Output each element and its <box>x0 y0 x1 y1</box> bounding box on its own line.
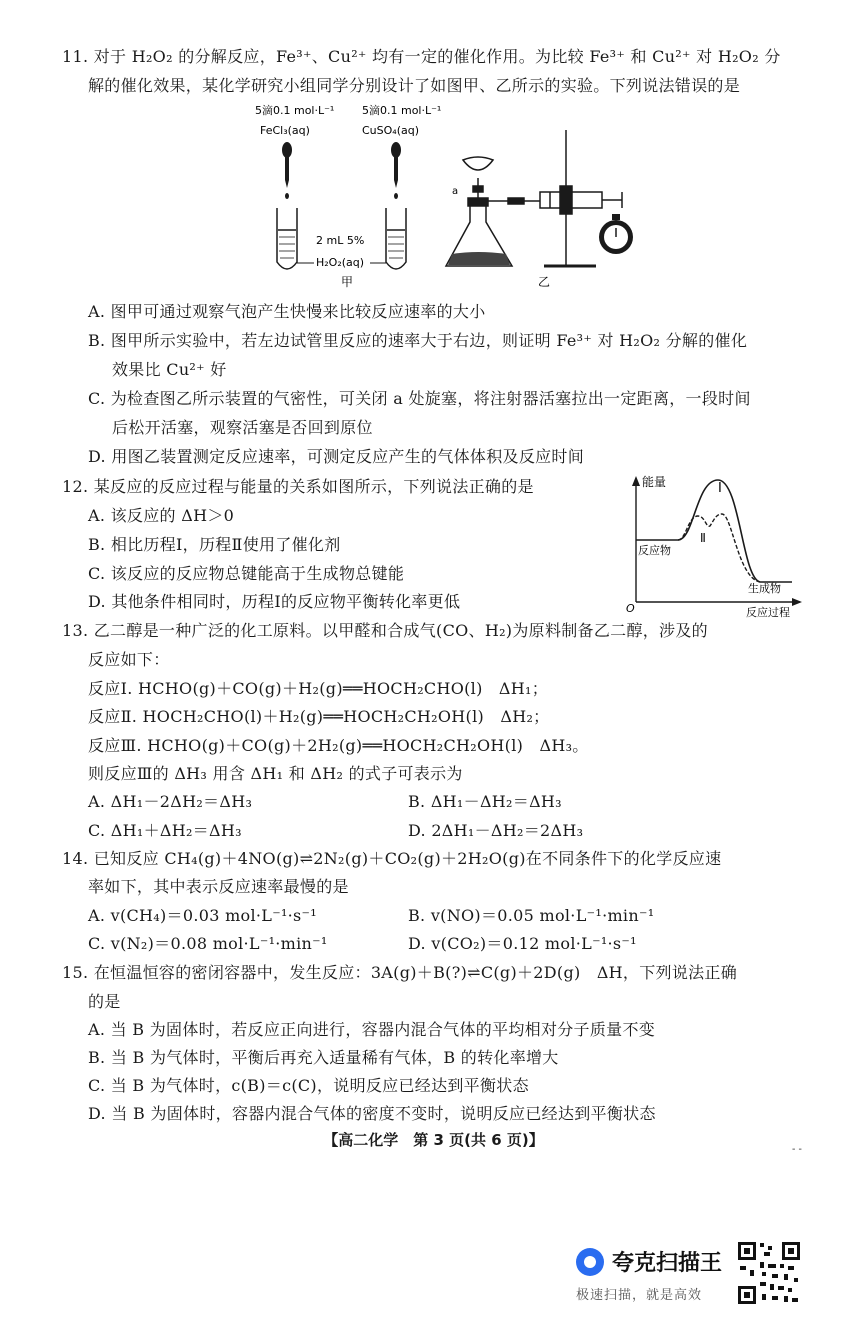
q11-option-c-line-1: C. 为检查图乙所示装置的气密性，可关闭 a 处旋塞，将注射器活塞拉出一定距离，一段时间 <box>88 389 751 408</box>
path-1-label: Ⅰ <box>718 481 722 496</box>
left-test-tube <box>277 208 297 269</box>
q11-option-d: D. 用图乙装置测定反应速率，可测定反应产生的气体体积及反应时间 <box>88 447 585 466</box>
q15-option-b: B. 当 B 为气体时，平衡后再充入适量稀有气体，B 的转化率增大 <box>88 1048 559 1067</box>
q14-option-b: B. v(NO)＝0.05 mol·L⁻¹·min⁻¹ <box>408 906 655 925</box>
q12-option-d: D. 其他条件相同时，历程Ⅰ的反应物平衡转化率更低 <box>88 592 461 611</box>
q13-reaction-2: 反应Ⅱ. HOCH₂CHO(l)＋H₂(g)══HOCH₂CH₂OH(l) ΔH₂； <box>88 707 550 726</box>
path-1-curve <box>636 480 792 582</box>
q12-option-b: B. 相比历程Ⅰ，历程Ⅱ使用了催化剂 <box>88 535 341 554</box>
q14-option-a: A. v(CH₄)＝0.03 mol·L⁻¹·s⁻¹ <box>88 906 318 925</box>
q11-figure <box>250 100 650 292</box>
right-test-tube <box>386 208 406 269</box>
scanner-brand <box>576 1244 728 1306</box>
fig-left-reagent-conc: 5滴0.1 mol·L⁻¹ <box>255 104 335 117</box>
right-dropper <box>391 142 401 199</box>
left-dropper <box>282 142 292 199</box>
path-2-label: Ⅱ <box>700 531 706 545</box>
reactants-label: 反应物 <box>638 544 671 557</box>
q13-ask: 则反应Ⅲ的 ΔH₃ 用含 ΔH₁ 和 ΔH₂ 的式子可表示为 <box>88 764 463 783</box>
flask-apparatus <box>446 130 622 266</box>
q11-option-a: A. 图甲可通过观察气泡产生快慢来比较反应速率的大小 <box>88 302 486 321</box>
stopwatch-icon <box>599 214 633 254</box>
q11-stem-line-2: 解的催化效果，某化学研究小组同学分别设计了如图甲、乙所示的实验。下列说法错误的是 <box>88 76 741 95</box>
fig-solution-name: H₂O₂(aq) <box>316 256 365 269</box>
axis-energy-label: 能量 <box>642 475 667 489</box>
brand-name: 夸克扫描王 <box>612 1251 723 1276</box>
origin-label: O <box>626 602 635 615</box>
q15-option-c: C. 当 B 为气体时，c(B)＝c(C)，说明反应已经达到平衡状态 <box>88 1076 529 1095</box>
q14-stem-line-2: 率如下，其中表示反应速率最慢的是 <box>88 877 349 896</box>
q13-option-d: D. 2ΔH₁－ΔH₂＝2ΔH₃ <box>408 821 584 840</box>
qr-code-icon <box>736 1240 802 1306</box>
fig-label-jia: 甲 <box>341 275 354 289</box>
q13-stem-line-2: 反应如下： <box>88 650 170 669</box>
q11-option-b-line-2: 效果比 Cu²⁺ 好 <box>112 360 227 379</box>
corner-mark: - - <box>792 1144 802 1155</box>
q11-option-c-line-2: 后松开活塞，观察活塞是否回到原位 <box>112 418 373 437</box>
q12-option-c: C. 该反应的反应物总键能高于生成物总键能 <box>88 564 405 583</box>
q14-option-d: D. v(CO₂)＝0.12 mol·L⁻¹·s⁻¹ <box>408 934 637 953</box>
q15-option-d: D. 当 B 为固体时，容器内混合气体的密度不变时，说明反应已经达到平衡状态 <box>88 1104 656 1123</box>
q11-stem-line-1: 11. 对于 H₂O₂ 的分解反应，Fe³⁺、Cu²⁺ 均有一定的催化作用。为比较 Fe³⁺ 和 Cu²⁺ 对 H₂O₂ 分 <box>62 47 781 66</box>
fig-right-reagent-conc: 5滴0.1 mol·L⁻¹ <box>362 104 442 117</box>
q13-reaction-1: 反应Ⅰ. HCHO(g)＋CO(g)＋H₂(g)══HOCH₂CHO(l) ΔH₁； <box>88 679 549 698</box>
q13-reaction-3: 反应Ⅲ. HCHO(g)＋CO(g)＋2H₂(g)══HOCH₂CH₂OH(l) ΔH₃。 <box>88 736 589 755</box>
q13-option-a: A. ΔH₁－2ΔH₂＝ΔH₃ <box>88 792 253 811</box>
q13-option-c: C. ΔH₁＋ΔH₂＝ΔH₃ <box>88 821 242 840</box>
brand-logo-icon <box>576 1248 604 1276</box>
q15-stem-line-2: 的是 <box>88 992 121 1011</box>
fig-label-yi: 乙 <box>538 275 551 289</box>
q12-energy-diagram <box>620 470 810 620</box>
q13-stem-line-1: 13. 乙二醇是一种广泛的化工原料。以甲醛和合成气(CO、H₂)为原料制备乙二醇，涉及的 <box>62 621 708 640</box>
fig-left-reagent-name: FeCl₃(aq) <box>260 124 310 137</box>
q14-option-c: C. v(N₂)＝0.08 mol·L⁻¹·min⁻¹ <box>88 934 328 953</box>
fig-solution-volume: 2 mL 5% <box>316 234 365 247</box>
fig-right-reagent-name: CuSO₄(aq) <box>362 124 420 137</box>
fig-valve-a: a <box>452 186 459 197</box>
q12-stem: 12. 某反应的反应过程与能量的关系如图所示，下列说法正确的是 <box>62 477 534 496</box>
brand-slogan: 极速扫描，就是高效 <box>576 1288 703 1303</box>
q15-option-a: A. 当 B 为固体时，若反应正向进行，容器内混合气体的平均相对分子质量不变 <box>88 1020 656 1039</box>
products-label: 生成物 <box>748 582 781 595</box>
q11-option-b-line-1: B. 图甲所示实验中，若左边试管里反应的速率大于右边，则证明 Fe³⁺ 对 H₂O₂ 分解的催化 <box>88 331 748 350</box>
axis-progress-label: 反应过程 <box>746 606 790 619</box>
q14-stem-line-1: 14. 已知反应 CH₄(g)＋4NO(g)⇌2N₂(g)＋CO₂(g)＋2H₂O(g)在不同条件下的化学反应速 <box>62 849 722 868</box>
q13-option-b: B. ΔH₁－ΔH₂＝ΔH₃ <box>408 792 562 811</box>
page-footer: 【高二化学 第 3 页(共 6 页)】 <box>323 1131 544 1149</box>
q15-stem-line-1: 15. 在恒温恒容的密闭容器中，发生反应：3A(g)＋B(?)⇌C(g)＋2D(g) ΔH，下列说法正确 <box>62 963 738 982</box>
q12-option-a: A. 该反应的 ΔH＞0 <box>88 506 235 525</box>
